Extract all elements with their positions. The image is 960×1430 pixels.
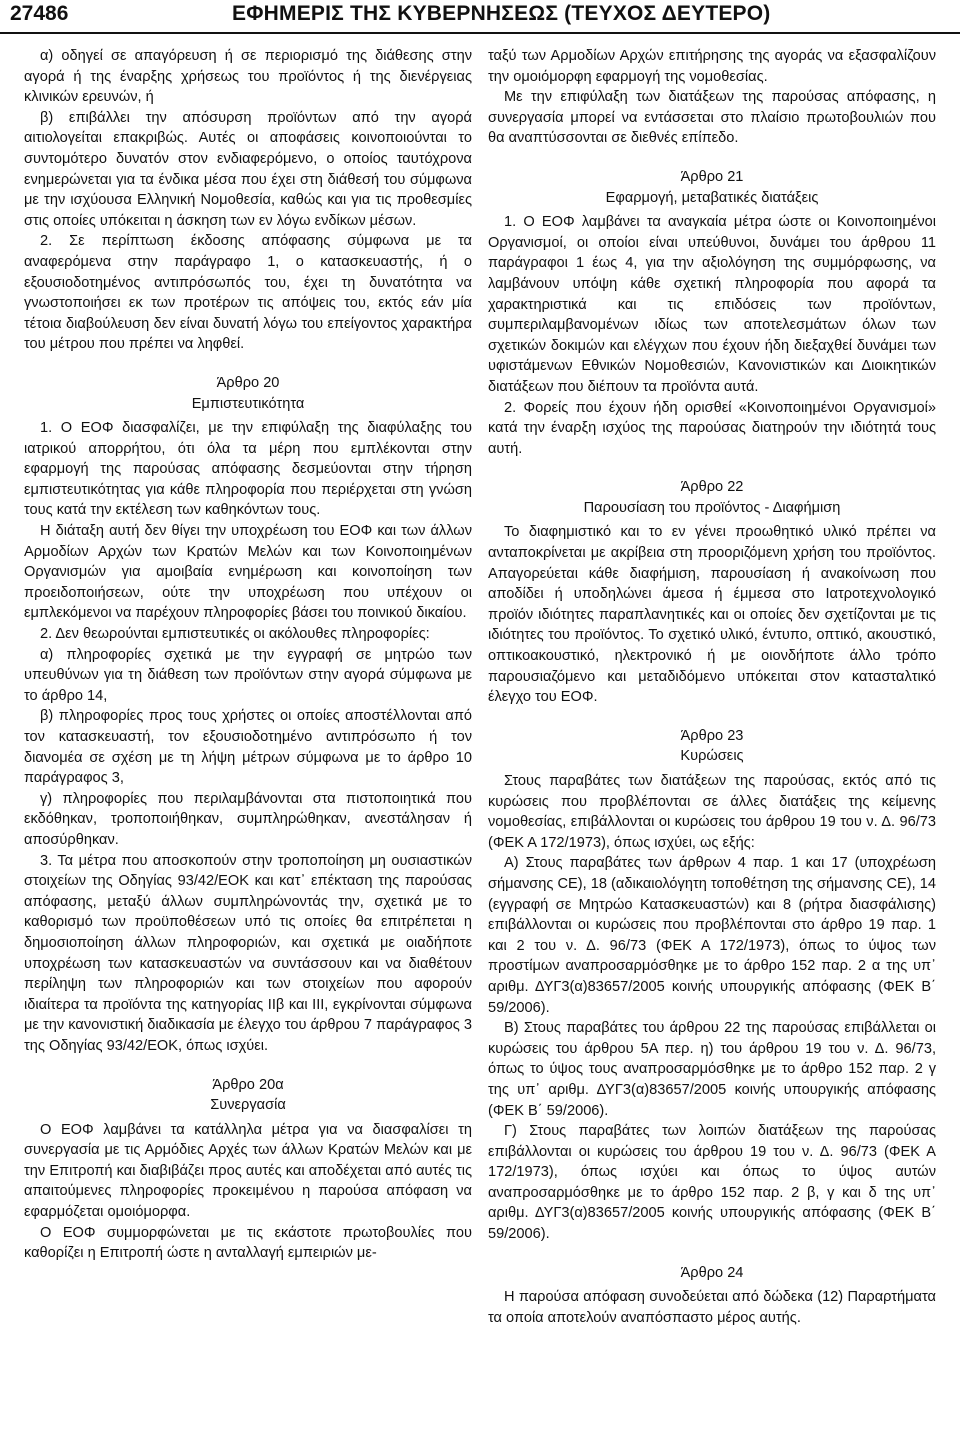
gazette-title: ΕΦΗΜΕΡΙΣ ΤΗΣ ΚΥΒΕΡΝΗΣΕΩΣ (ΤΕΥΧΟΣ ΔΕΥΤΕΡΟ) — [232, 2, 771, 25]
paragraph: β) επιβάλλει την απόσυρση προϊόντων από την αγορά αιτιολογείται επακριβώς. Αυτές οι αποφάσεις κοινοποιούνται το συντομότερο δυνατόν στον ενδιαφερόμενο, ο οποίος ταυτόχρονα ενημερώνεται για τα ένδικα μέσα που έχει στη διάθεσή του σύμφωνα με την ισχύουσα Ελληνική Νομοθεσία, καθώς και για τις προθεσμίες στις οποίες υπόκειται η άσκηση των εν λόγω ενδίκων μέσων. — [24, 109, 472, 229]
paragraph: Η παρούσα απόφαση συνοδεύεται από δώδεκα (12) Παραρτήματα τα οποία αποτελούν αναπόσπαστο μέρος αυτής. — [488, 1289, 936, 1326]
article-number: Άρθρο 24 — [680, 1264, 744, 1281]
article-number: Άρθρο 22 — [680, 479, 744, 496]
paragraph: Α) Στους παραβάτες των άρθρων 4 παρ. 1 και 17 (υποχρέωση σήμανσης CE), 18 (αδικαιολόγητη τοποθέτηση της σήμανσης CE), 14 (εγγραφή σε Μητρώο Κατασκευαστών) και 8 (ρήτρα διασφάλισης) επιβάλλονται οι κυρώσεις που προβλέπονται στο άρθρο 19 παρ. 1 και 2 του ν. Δ. 96/73 (ΦΕΚ Α 172/1973), όπως το ύψος των προστίμων αναπροσαρμόσθηκε με το άρθρο 152 παρ. 2 α της υπ᾽ αριθμ. ΔΥΓ3(α)83657/2005 κοινής υπουργικής απόφασης (ΦΕΚ Β΄ 59/2006). — [488, 855, 936, 1016]
paragraph: 2. Σε περίπτωση έκδοσης απόφασης σύμφωνα με τα αναφερόμενα στην παράγραφο 1, ο κατασκευαστής, ή ο εξουσιοδοτημένος αντιπρόσωπός του, έχει τη δυνατότητα να γνωστοποιήσει εκ των προτέρων τις απόψεις του, εκτός εάν μία τέτοια διαβούλευση δεν είναι δυνατή λόγω του επείγοντος χαρακτήρα του μέτρου που πρέπει να ληφθεί. — [24, 233, 472, 353]
paragraph: Στους παραβάτες των διατάξεων της παρούσας, εκτός από τις κυρώσεις που προβλέπονται σε άλλες διατάξεις της κείμενης νομοθεσίας, επιβάλλονται οι κυρώσεις του άρθρου 19 του ν. Δ. 96/73 (ΦΕΚ Α 172/1973), όπως ισχύει, ως εξής: — [488, 773, 936, 851]
paragraph: Β) Στους παραβάτες του άρθρου 22 της παρούσας επιβάλλεται οι κυρώσεις του άρθρου 5Α περ. η) του άρθρου 19 του ν. Δ. 96/73, όπως το ύψος τους αναπροσαρμόσθηκε με το άρθρο 152 παρ. 2 γ της υπ᾽ αριθμ. ΔΥΓ3(α)83657/2005 κοινής υπουργικής απόφασης (ΦΕΚ Β΄ 59/2006). — [488, 1020, 936, 1119]
paragraph: β) πληροφορίες προς τους χρήστες οι οποίες αποστέλλονται από τον κατασκευαστή, τον εξουσιοδοτημένο αντιπρόσωπο ή τον διανομέα σε σχέση με τη λήψη μέτρων σύμφωνα με το άρθρο 10 παράγραφος 3, — [24, 708, 472, 787]
article-heading — [488, 477, 936, 518]
paragraph: γ) πληροφορίες που περιλαμβάνονται στα πιστοποιητικά που εκδόθηκαν, τροποποιήθηκαν, συμπληρώθηκαν, ανεστάλησαν ή αποσύρθηκαν. — [24, 790, 472, 848]
article-title: Εφαρμογή, μεταβατικές διατάξεις — [605, 189, 819, 206]
article-heading — [488, 1263, 936, 1284]
article-heading — [488, 726, 936, 767]
paragraph: Το διαφημιστικό και το εν γένει προωθητικό υλικό πρέπει να ανταποκρίνεται με ακρίβεια στη προοριζόμενη χρήση του προϊόντος. Απαγορεύεται κάθε διαφήμιση, παρουσίαση ή ανακοίνωση που αποδίδει ή υποδηλώνει άμεσα ή έμμεσα στο Ιατροτεχνολογικό προϊόν ιδιότητες παραπλανητικές και οι οποίες δεν σχετίζονται με τις ιδιότητες του προϊόντος. Το σχετικό υλικό, έντυπο, οπτικό, ακουστικό, οπτικοακουστικό, ηλεκτρονικό ή με οιονδήποτε άλλο τρόπο παρουσιαζόμενο και μεταδιδόμενο υπόκειται στον κατασταλτικό έλεγχο του ΕΟΦ. — [488, 524, 936, 706]
paragraph: Η διάταξη αυτή δεν θίγει την υποχρέωση του ΕΟΦ και των άλλων Αρμοδίων Αρχών των Κρατών Μελών και των Κοινοποιημένων Οργανισμών για αμοιβαία ενημέρωση και κοινοποίηση των προειδοποιήσεων, ούτε την υποχρέωση που υπέχουν οι εμπλεκόμενοι να παρέχουν πληροφορίες βάσει του ποινικού δικαίου. — [24, 523, 472, 622]
article-title: Συνεργασία — [210, 1097, 286, 1114]
article-title: Εμπιστευτικότητα — [191, 395, 305, 412]
paragraph: α) οδηγεί σε απαγόρευση ή σε περιορισμό της διάθεσης στην αγορά ή της έναρξης χρήσεως του προϊόντος ή της διενέργειας κλινικών ερευνών, ή — [24, 48, 472, 106]
article-title: Παρουσίαση του προϊόντος - Διαφήμιση — [583, 499, 841, 516]
article-heading — [488, 167, 936, 208]
page-header — [0, 0, 960, 34]
article-number: Άρθρο 20 — [216, 374, 280, 391]
paragraph: 2. Φορείς που έχουν ήδη ορισθεί «Κοινοποιημένοι Οργανισμοί» κατά την έναρξη ισχύος της παρούσας διατηρούν την ιδιότητά τους αυτή. — [488, 399, 936, 457]
right-column — [488, 46, 936, 1328]
article-number: Άρθρο 20α — [212, 1076, 284, 1093]
paragraph: 2. Δεν θεωρούνται εμπιστευτικές οι ακόλουθες πληροφορίες: — [40, 626, 430, 643]
paragraph: 1. Ο ΕΟΦ διασφαλίζει, με την επιφύλαξη της διαφύλαξης του ιατρικού απορρήτου, ότι όλα τα μέρη που εμπλέκονται στην εφαρμογή της παρούσας απόφασης δεσμεύονται στην τήρηση εμπιστευτικότητας για κάθε πληροφορία που περιέρχεται στη γνώση τους κατά την εκτέλεση των καθηκόντων τους. — [24, 420, 472, 519]
paragraph: ταξύ των Αρμοδίων Αρχών επιτήρησης της αγοράς να εξασφαλίζουν την ομοιόμορφη εφαρμογή της νομοθεσίας. — [488, 48, 936, 85]
article-heading — [24, 373, 472, 414]
paragraph: 1. Ο ΕΟΦ λαμβάνει τα αναγκαία μέτρα ώστε οι Κοινοποιημένοι Οργανισμοί, οι οποίοι είναι υπεύθυνοι, δυνάμει του άρθρου 11 παράγραφοι 1 έως 4, για την αξιολόγηση της συμμόρφωσης, να λαμβάνουν υπόψη κάθε σχετική πληροφορία που αφορά τα χαρακτηριστικά και τις επιδόσεις των προϊόντων, συμπεριλαμβανομένων ιδίως των αποτελεσμάτων όλων των σχετικών δοκιμών και ελέγχων που έχουν ήδη διεξαχθεί δυνάμει των υφιστάμενων Εθνικών Νομοθεσιών, Κανονιστικών και Διοικητικών διατάξεων που διέπουν τα προϊόντα αυτά. — [488, 214, 936, 395]
article-number: Άρθρο 21 — [680, 168, 744, 185]
paragraph: Γ) Στους παραβάτες των λοιπών διατάξεων της παρούσας επιβάλλονται οι κυρώσεις του άρθρου 19 του ν. Δ. 96/73 (ΦΕΚ Α 172/1973), όπως ισχύει και όπως το ύψος αυτών αναπροσαρμόσθηκε με το άρθρο 152 παρ. 2 β, γ και δ της υπ᾽ αριθμ. ΔΥΓ3(α)83657/2005 κοινής υπουργικής απόφασης (ΦΕΚ Β΄ 59/2006). — [488, 1123, 936, 1243]
article-number: Άρθρο 23 — [680, 727, 744, 744]
page-number: 27486 — [10, 2, 69, 25]
article-heading — [24, 1075, 472, 1116]
paragraph: α) πληροφορίες σχετικά με την εγγραφή σε μητρώο των υπευθύνων για τη διάθεση των προϊόντων στην αγορά σύμφωνα με το άρθρο 14, — [24, 646, 472, 704]
left-column — [24, 46, 472, 1264]
paragraph: Με την επιφύλαξη των διατάξεων της παρούσας απόφασης, η συνεργασία μπορεί να εντάσσεται στο πλαίσιο πρωτοβουλιών που θα αναπτύσσονται σε διεθνές επίπεδο. — [488, 89, 936, 147]
paragraph: Ο ΕΟΦ συμμορφώνεται με τις εκάστοτε πρωτοβουλίες που καθορίζει η Επιτροπή ώστε η ανταλλαγή εμπειριών με- — [24, 1224, 472, 1262]
paragraph: Ο ΕΟΦ λαμβάνει τα κατάλληλα μέτρα για να διασφαλίσει τη συνεργασία με τις Αρμόδιες Αρχές των άλλων Κρατών Μελών και με την Επιτροπή και διαβιβάζει προς αυτές και αποδέχεται από αυτές τις απαιτούμενες πληροφορίες προκειμένου η παρούσα απόφαση να εφαρμόζεται ομοιόμορφα. — [24, 1121, 472, 1221]
article-title: Κυρώσεις — [680, 748, 744, 765]
paragraph: 3. Τα μέτρα που αποσκοπούν στην τροποποίηση μη ουσιαστικών στοιχείων της Οδηγίας 93/42/ΕΟΚ και κατ᾽ επέκταση της παρούσας απόφασης, μεταξύ άλλων συμπληρώνοντάς την, σχετικά με το καθορισμό των προϋποθέσεων υπό τις οποίες θα επιτρέπεται η δημοσιοποίηση άλλων πληροφοριών, και σχετικά με οιαδήποτε υποχρέωση των κατασκευαστών να συντάσσουν και να διαθέτουν περίληψη των πληροφοριών και των στοιχείων που αφορούν ιδιαίτερα τα προϊόντα της κατηγορίας ΙΙβ και ΙΙΙ, εγκρίνονται σύμφωνα με την κανονιστική διαδικασία με έλεγχο του άρθρου 7 παράγραφος 3 της Οδηγίας 93/42/ΕΟΚ, όπως ισχύει. — [24, 852, 472, 1054]
